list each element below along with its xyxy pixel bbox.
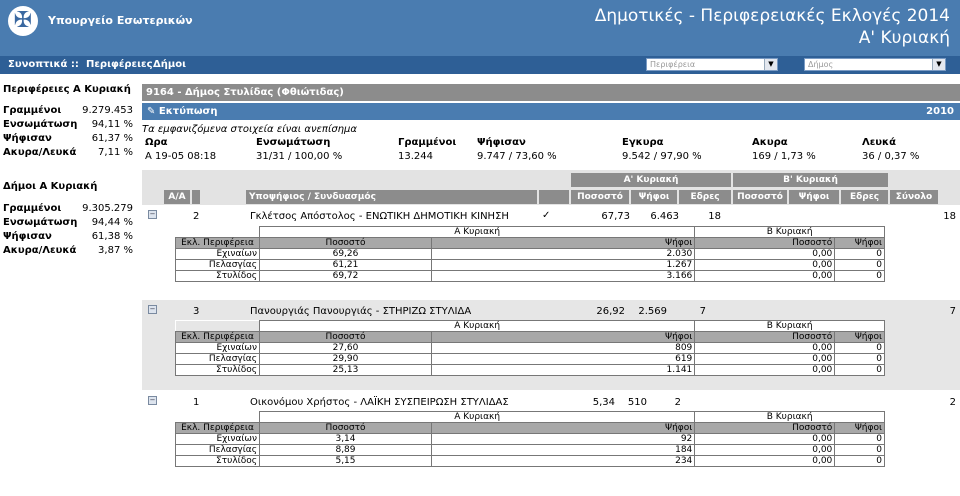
- district-row: Στυλίδος 5,15 234 0,00 0: [176, 456, 885, 467]
- summary-value: Α 19-05 08:18: [145, 151, 217, 162]
- district-results-table: Α Κυριακή Β Κυριακή Εκλ. Περιφέρεια Ποσοστό Ψήφοι Ποσοστό Ψήφοι Εχιναίων 27,60 809 0,00 0 Πελασγίας 29,90 619 0,00 0 Στυλίδος 25,13 1.141 0,00 0: [175, 320, 885, 376]
- summary-value: 31/31 / 100,00 %: [256, 151, 343, 162]
- sidebar: Περιφέρειες Α Κυριακή Γραμμένοι 9.279.453 Ενσωμάτωση 94,11 % Ψήφισαν 61,37 % Ακυρα/Λευκά 7,11 % Δήμοι Α Κυριακή Γραμμένοι 9.305.279 Ενσωμάτωση 94,44 % Ψήφισαν 61,38 % Ακυρα/Λευκά 3,87 %: [3, 84, 133, 256]
- col-votes-b-header: Ψήφοι: [789, 190, 839, 204]
- chevron-down-icon[interactable]: ▼: [764, 59, 777, 70]
- district-row: Πελασγίας 29,90 619 0,00 0: [176, 354, 885, 365]
- elected-check-icon: ✓: [542, 210, 551, 221]
- summary-header: Λευκά: [862, 137, 897, 148]
- col-candidate-header: Υποψήφιος / Συνδυασμός: [246, 190, 537, 204]
- candidate-total: 7: [949, 306, 956, 317]
- candidate-name: Γκλέτσος Απόστολος - ΕΝΩΤΙΚΗ ΔΗΜΟΤΙΚΗ ΚΙΝΗΣΗ: [250, 211, 509, 222]
- candidate-seats: 7: [699, 306, 706, 317]
- candidate-row[interactable]: [142, 207, 960, 226]
- print-label: Εκτύπωση: [158, 106, 218, 117]
- candidate-seats: 2: [674, 397, 681, 408]
- year-label: 2010: [926, 106, 954, 117]
- print-link[interactable]: [147, 103, 217, 120]
- summary-header: Εγκυρα: [622, 137, 664, 148]
- page-title: Δημοτικές - Περιφερειακές Εκλογές 2014: [594, 6, 950, 26]
- greek-emblem-icon: ✠: [8, 6, 38, 36]
- district-row: Στυλίδος 25,13 1.141 0,00 0: [176, 365, 885, 376]
- candidate-name: Πανουργιάς Πανουργιάς - ΣΤΗΡΙΖΩ ΣΤΥΛΙΔΑ: [250, 306, 472, 317]
- summary-value: 9.542 / 97,90 %: [622, 151, 702, 162]
- summary-value: 36 / 0,37 %: [862, 151, 920, 162]
- district-row: Πελασγίας 8,89 184 0,00 0: [176, 445, 885, 456]
- summary-value: 13.244: [398, 151, 433, 162]
- candidate-votes: 2.569: [638, 306, 667, 317]
- col-aa-header: Α/Α: [164, 190, 190, 204]
- candidate-votes: 510: [627, 397, 647, 408]
- region-select[interactable]: [646, 58, 778, 71]
- summary-header: Ψήφισαν: [477, 137, 526, 148]
- summary-value: 169 / 1,73 %: [752, 151, 816, 162]
- regions-stats-title: Περιφέρειες Α Κυριακή: [3, 84, 131, 95]
- page-header: [0, 0, 960, 56]
- summary-header: Γραμμένοι: [398, 137, 457, 148]
- round-b-header: Β' Κυριακή: [733, 173, 888, 187]
- candidate-aa: 3: [193, 306, 200, 317]
- pencil-icon: ✎: [147, 106, 156, 117]
- col-seats-a-header: Εδρες: [679, 190, 731, 204]
- district-results-table: Α Κυριακή Β Κυριακή Εκλ. Περιφέρεια Ποσοστό Ψήφοι Ποσοστό Ψήφοι Εχιναίων 69,26 2.030 0,00 0 Πελασγίας 61,21 1.267 0,00 0 Στυλίδος 69,72 3.166 0,00 0: [175, 226, 885, 282]
- municipality-select[interactable]: [804, 58, 946, 71]
- candidate-pct: 5,34: [592, 397, 615, 408]
- candidate-pct: 26,92: [596, 306, 625, 317]
- candidate-row[interactable]: [142, 302, 960, 321]
- nav-summary-link[interactable]: Συνοπτικά ::: [8, 59, 79, 70]
- candidate-seats: 18: [708, 211, 721, 222]
- municipalities-stats-title: Δήμοι Α Κυριακή: [3, 181, 98, 192]
- col-mark-header: [539, 190, 569, 204]
- nav-regions-link[interactable]: Περιφέρειες: [86, 59, 153, 70]
- district-row: Εχιναίων 3,14 92 0,00 0: [176, 434, 885, 445]
- candidate-total: 18: [943, 211, 956, 222]
- ministry-name: Υπουργείο Εσωτερικών: [48, 14, 193, 27]
- nav-municipalities-link[interactable]: Δήμοι: [153, 59, 186, 70]
- col-spacer: [192, 190, 200, 204]
- round-a-header: Α' Κυριακή: [571, 173, 731, 187]
- nav-bar: [0, 56, 960, 74]
- col-pct-a-header: Ποσοστό: [571, 190, 629, 204]
- candidate-pct: 67,73: [601, 211, 630, 222]
- page-subtitle: Α' Κυριακή: [858, 28, 950, 48]
- summary-header: Ακυρα: [752, 137, 788, 148]
- candidate-aa: 1: [193, 397, 200, 408]
- district-row: Εχιναίων 69,26 2.030 0,00 0: [176, 249, 885, 260]
- candidate-aa: 2: [193, 211, 200, 222]
- unofficial-note: Τα εμφανιζόμενα στοιχεία είναι ανεπίσημα: [142, 124, 357, 135]
- summary-header: Ενσωμάτωση: [256, 137, 331, 148]
- col-votes-a-header: Ψήφοι: [631, 190, 677, 204]
- col-total-header: Σύνολο: [890, 190, 938, 204]
- chevron-down-icon[interactable]: ▼: [932, 59, 945, 70]
- collapse-toggle-icon[interactable]: −: [149, 396, 156, 404]
- summary-header: Ωρα: [145, 137, 168, 148]
- col-seats-b-header: Εδρες: [841, 190, 888, 204]
- candidate-row[interactable]: [142, 393, 960, 412]
- municipality-select-value: Δήμος: [808, 60, 834, 69]
- district-row: Στυλίδος 69,72 3.166 0,00 0: [176, 271, 885, 282]
- municipality-header: 9164 - Δήμος Στυλίδας (Φθιώτιδας): [142, 84, 960, 101]
- candidate-name: Οικονόμου Χρήστος - ΛΑΪΚΗ ΣΥΣΠΕΙΡΩΣΗ ΣΤΥΛΙΔΑΣ: [250, 397, 509, 408]
- collapse-toggle-icon[interactable]: −: [149, 210, 156, 218]
- collapse-toggle-icon[interactable]: −: [149, 305, 156, 313]
- district-row: Εχιναίων 27,60 809 0,00 0: [176, 343, 885, 354]
- print-bar: [142, 103, 960, 120]
- col-pct-b-header: Ποσοστό: [733, 190, 787, 204]
- district-row: Πελασγίας 61,21 1.267 0,00 0: [176, 260, 885, 271]
- district-results-table: Α Κυριακή Β Κυριακή Εκλ. Περιφέρεια Ποσοστό Ψήφοι Ποσοστό Ψήφοι Εχιναίων 3,14 92 0,00 0 Πελασγίας 8,89 184 0,00 0 Στυλίδος 5,15 234 0,00 0: [175, 411, 885, 467]
- summary-value: 9.747 / 73,60 %: [477, 151, 557, 162]
- candidate-total: 2: [949, 397, 956, 408]
- candidate-votes: 6.463: [650, 211, 679, 222]
- region-select-value: Περιφέρεια: [650, 60, 696, 69]
